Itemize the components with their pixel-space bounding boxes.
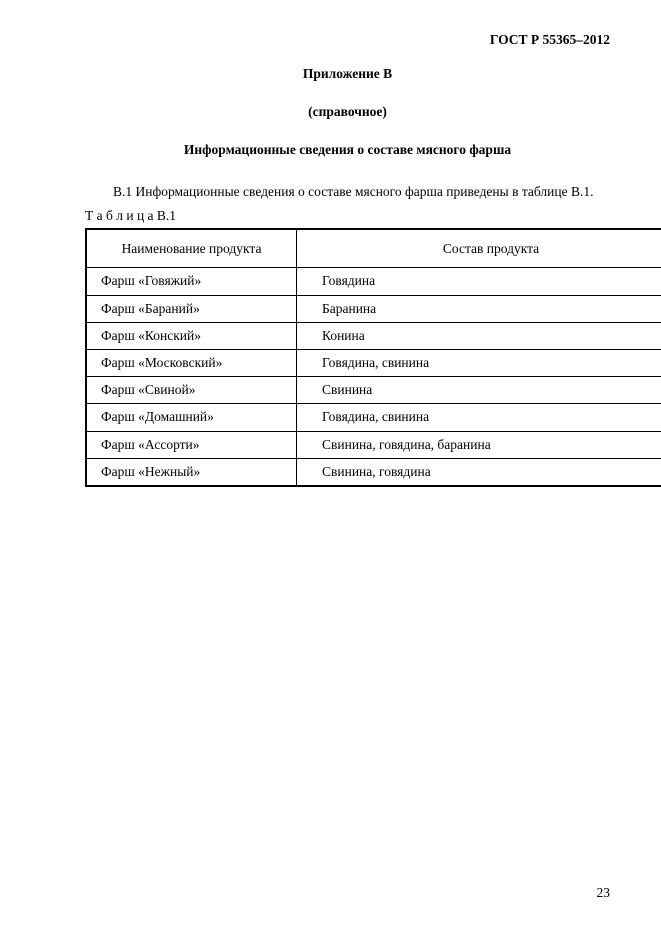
column-header-composition: Состав продукта [297,229,661,268]
body-paragraph: В.1 Информационные сведения о составе мясного фарша приведены в таблице В.1. [113,184,594,199]
column-header-product-name: Наименование продукта [86,229,297,268]
composition-cell: Говядина, свинина [297,404,661,431]
composition-cell: Говядина [297,268,661,295]
composition-cell: Баранина [297,295,661,322]
table-row [86,268,661,295]
product-name-cell: Фарш «Московский» [86,349,297,376]
appendix-title: Приложение В [302,66,393,81]
product-name-cell: Фарш «Свиной» [86,377,297,404]
product-name-cell: Фарш «Говяжий» [86,268,297,295]
table-row [86,295,661,322]
table-row [86,349,661,376]
table-row [86,404,661,431]
table-row [86,431,661,458]
appendix-subtitle: (справочное) [308,104,387,119]
table-row [86,458,661,486]
table-header-row [86,229,661,268]
composition-cell: Свинина, говядина [297,458,661,486]
table-row [86,322,661,349]
document-code: ГОСТ Р 55365–2012 [489,32,610,47]
composition-cell: Свинина [297,377,661,404]
table-caption: Т а б л и ц а В.1 [85,207,177,223]
product-name-cell: Фарш «Нежный» [86,458,297,486]
composition-cell: Конина [297,322,661,349]
product-name-cell: Фарш «Бараний» [86,295,297,322]
composition-table [85,228,661,487]
table-row [86,377,661,404]
product-name-cell: Фарш «Домашний» [86,404,297,431]
composition-cell: Свинина, говядина, баранина [297,431,661,458]
product-name-cell: Фарш «Конский» [86,322,297,349]
page-number: 23 [596,885,610,900]
section-title: Информационные сведения о составе мясного фарша [183,142,512,157]
composition-cell: Говядина, свинина [297,349,661,376]
product-name-cell: Фарш «Ассорти» [86,431,297,458]
